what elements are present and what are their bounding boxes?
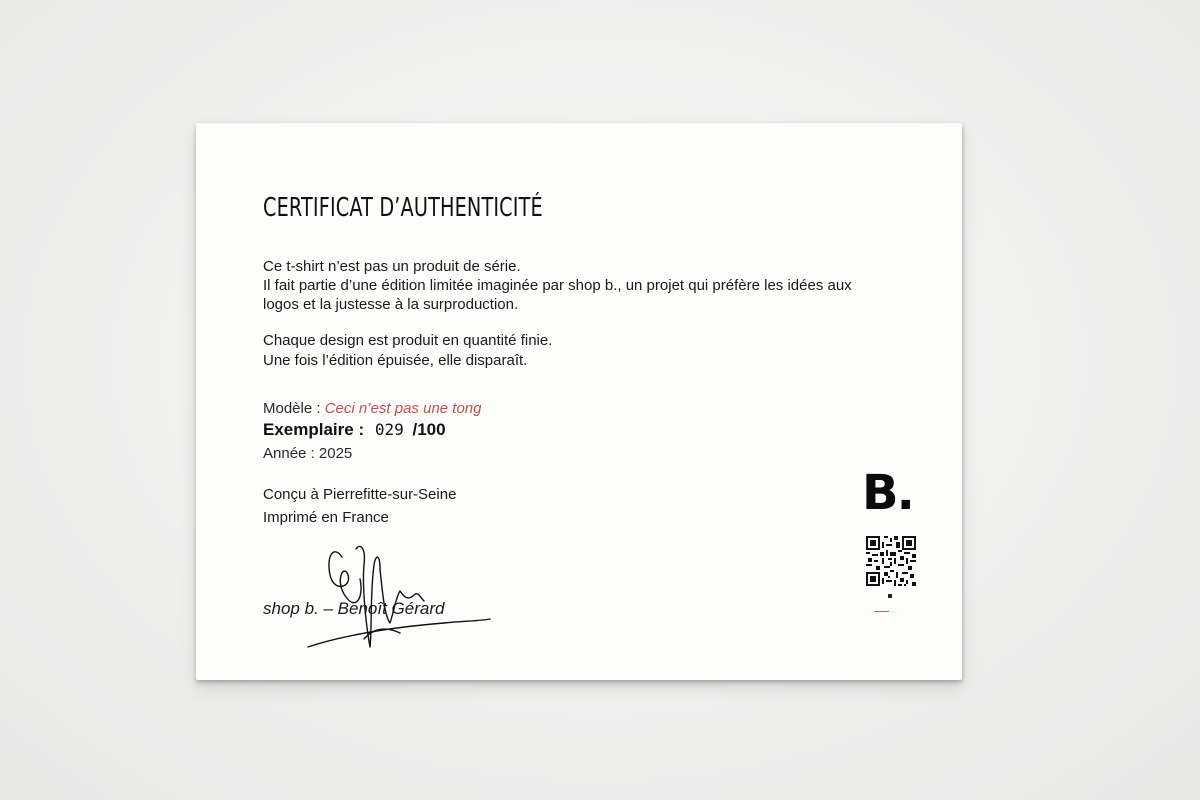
printed-in-line: Imprimé en France	[263, 509, 389, 526]
tiny-footer-link-icon: ▬▬▬▬▬	[874, 609, 889, 613]
finite-line-2: Une fois l’édition épuisée, elle disparaît.	[263, 352, 528, 369]
signature-caption: shop b. – Benoît Gérard	[263, 599, 445, 618]
certificate-title: CERTIFICAT D’AUTHENTICITÉ	[263, 193, 543, 223]
intro-line: Il fait partie d’une édition limitée imaginée par shop b., un projet qui préfère les idées aux	[263, 277, 852, 294]
year-row	[263, 444, 352, 463]
certificate-card	[196, 123, 962, 680]
intro-line: logos et la justesse à la surproduction.	[263, 296, 519, 313]
copy-number: 029	[374, 420, 404, 439]
designed-in-line: Conçu à Pierrefitte-sur-Seine	[263, 486, 457, 503]
qr-code-icon	[866, 536, 916, 586]
copy-label: Exemplaire :	[263, 420, 365, 439]
handwritten-signature-icon	[304, 535, 494, 655]
year-label: Année :	[263, 445, 315, 462]
model-value: Ceci n’est pas une tong	[324, 400, 482, 417]
brand-logo: B.	[862, 465, 913, 521]
model-label: Modèle :	[263, 400, 321, 417]
copy-row	[263, 420, 446, 440]
cursor-mark-icon	[888, 594, 892, 598]
finite-line-1: Chaque design est produit en quantité finie.	[263, 332, 553, 349]
intro-line: Ce t-shirt n’est pas un produit de série.	[263, 258, 521, 275]
intro-paragraph	[263, 257, 852, 314]
copy-total: /100	[412, 420, 446, 439]
model-row	[263, 399, 482, 418]
year-value: 2025	[318, 445, 353, 462]
